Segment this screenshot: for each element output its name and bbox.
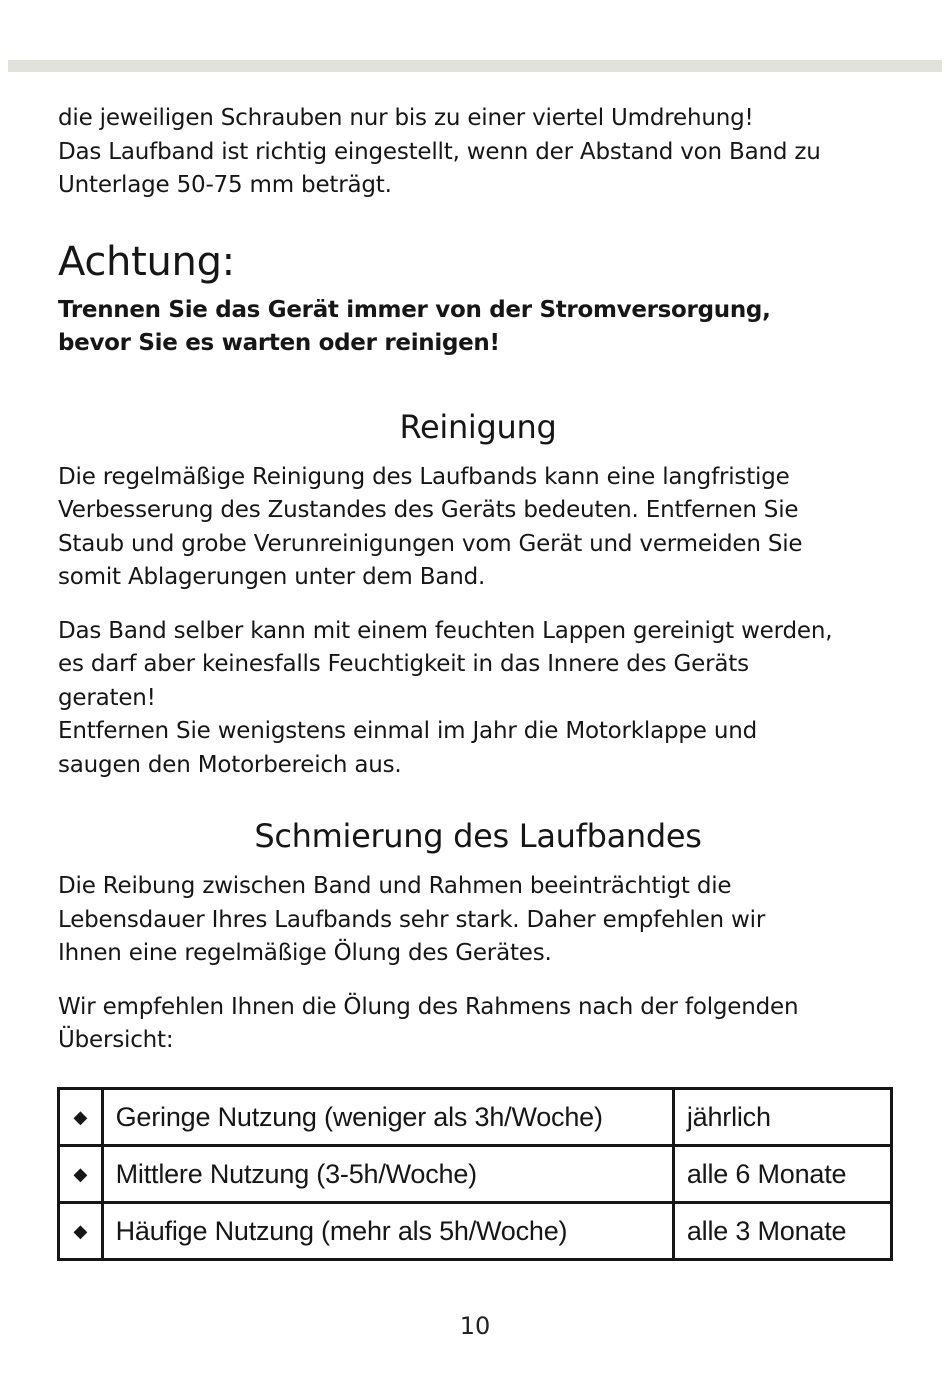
schmierung-heading: Schmierung des Laufbandes [254,817,702,855]
frequency-cell: alle 6 Monate [673,1146,891,1203]
warning-text: Trennen Sie das Gerät immer von der Stromversorgung, bevor Sie es warten oder reinigen! [58,296,771,356]
bullet-diamond-icon: ◆ [59,1146,103,1203]
bullet-diamond-icon: ◆ [59,1089,103,1146]
page-number: 10 [459,1312,491,1340]
top-border-band [8,60,942,72]
page-content [58,102,898,1058]
usage-cell: Geringe Nutzung (weniger als 3h/Woche) [102,1089,673,1146]
usage-cell: Mittlere Nutzung (3-5h/Woche) [102,1146,673,1203]
table-row [59,1203,892,1260]
schmierung-paragraph-1: Die Reibung zwischen Band und Rahmen beeinträchtigt die Lebensdauer Ihres Laufbands sehr stark. Daher empfehlen wir Ihnen eine regelmäßige Ölung des Gerätes. [58,873,766,966]
reinigung-heading: Reinigung [399,407,557,446]
table-row [59,1089,892,1146]
warning-heading: Achtung: [58,238,235,285]
reinigung-paragraph-1: Die regelmäßige Reinigung des Laufbands kann eine langfristige Verbesserung des Zustandes des Geräts bedeuten. Entfernen Sie Staub und grobe Verunreinigungen vom Gerät und vermeiden Sie somit Ablagerungen unter dem Band. [58,463,803,590]
schmierung-paragraph-2: Wir empfehlen Ihnen die Ölung des Rahmens nach der folgenden Übersicht: [58,993,799,1053]
table-row [59,1146,892,1203]
bullet-diamond-icon: ◆ [59,1203,103,1260]
frequency-cell: alle 3 Monate [673,1203,891,1260]
usage-cell: Häufige Nutzung (mehr als 5h/Woche) [102,1203,673,1260]
intro-paragraph: die jeweiligen Schrauben nur bis zu einer viertel Umdrehung! Das Laufband ist richtig eingestellt, wenn der Abstand von Band zu Unterlage 50-75 mm beträgt. [58,105,821,198]
frequency-cell: jährlich [673,1089,891,1146]
lubrication-schedule-table [57,1087,893,1261]
reinigung-paragraph-2: Das Band selber kann mit einem feuchten Lappen gereinigt werden, es darf aber keinesfalls Feuchtigkeit in das Innere des Geräts geraten! Entfernen Sie wenigstens einmal im Jahr die Motorklappe und saugen den Motorbereich aus. [58,617,833,778]
